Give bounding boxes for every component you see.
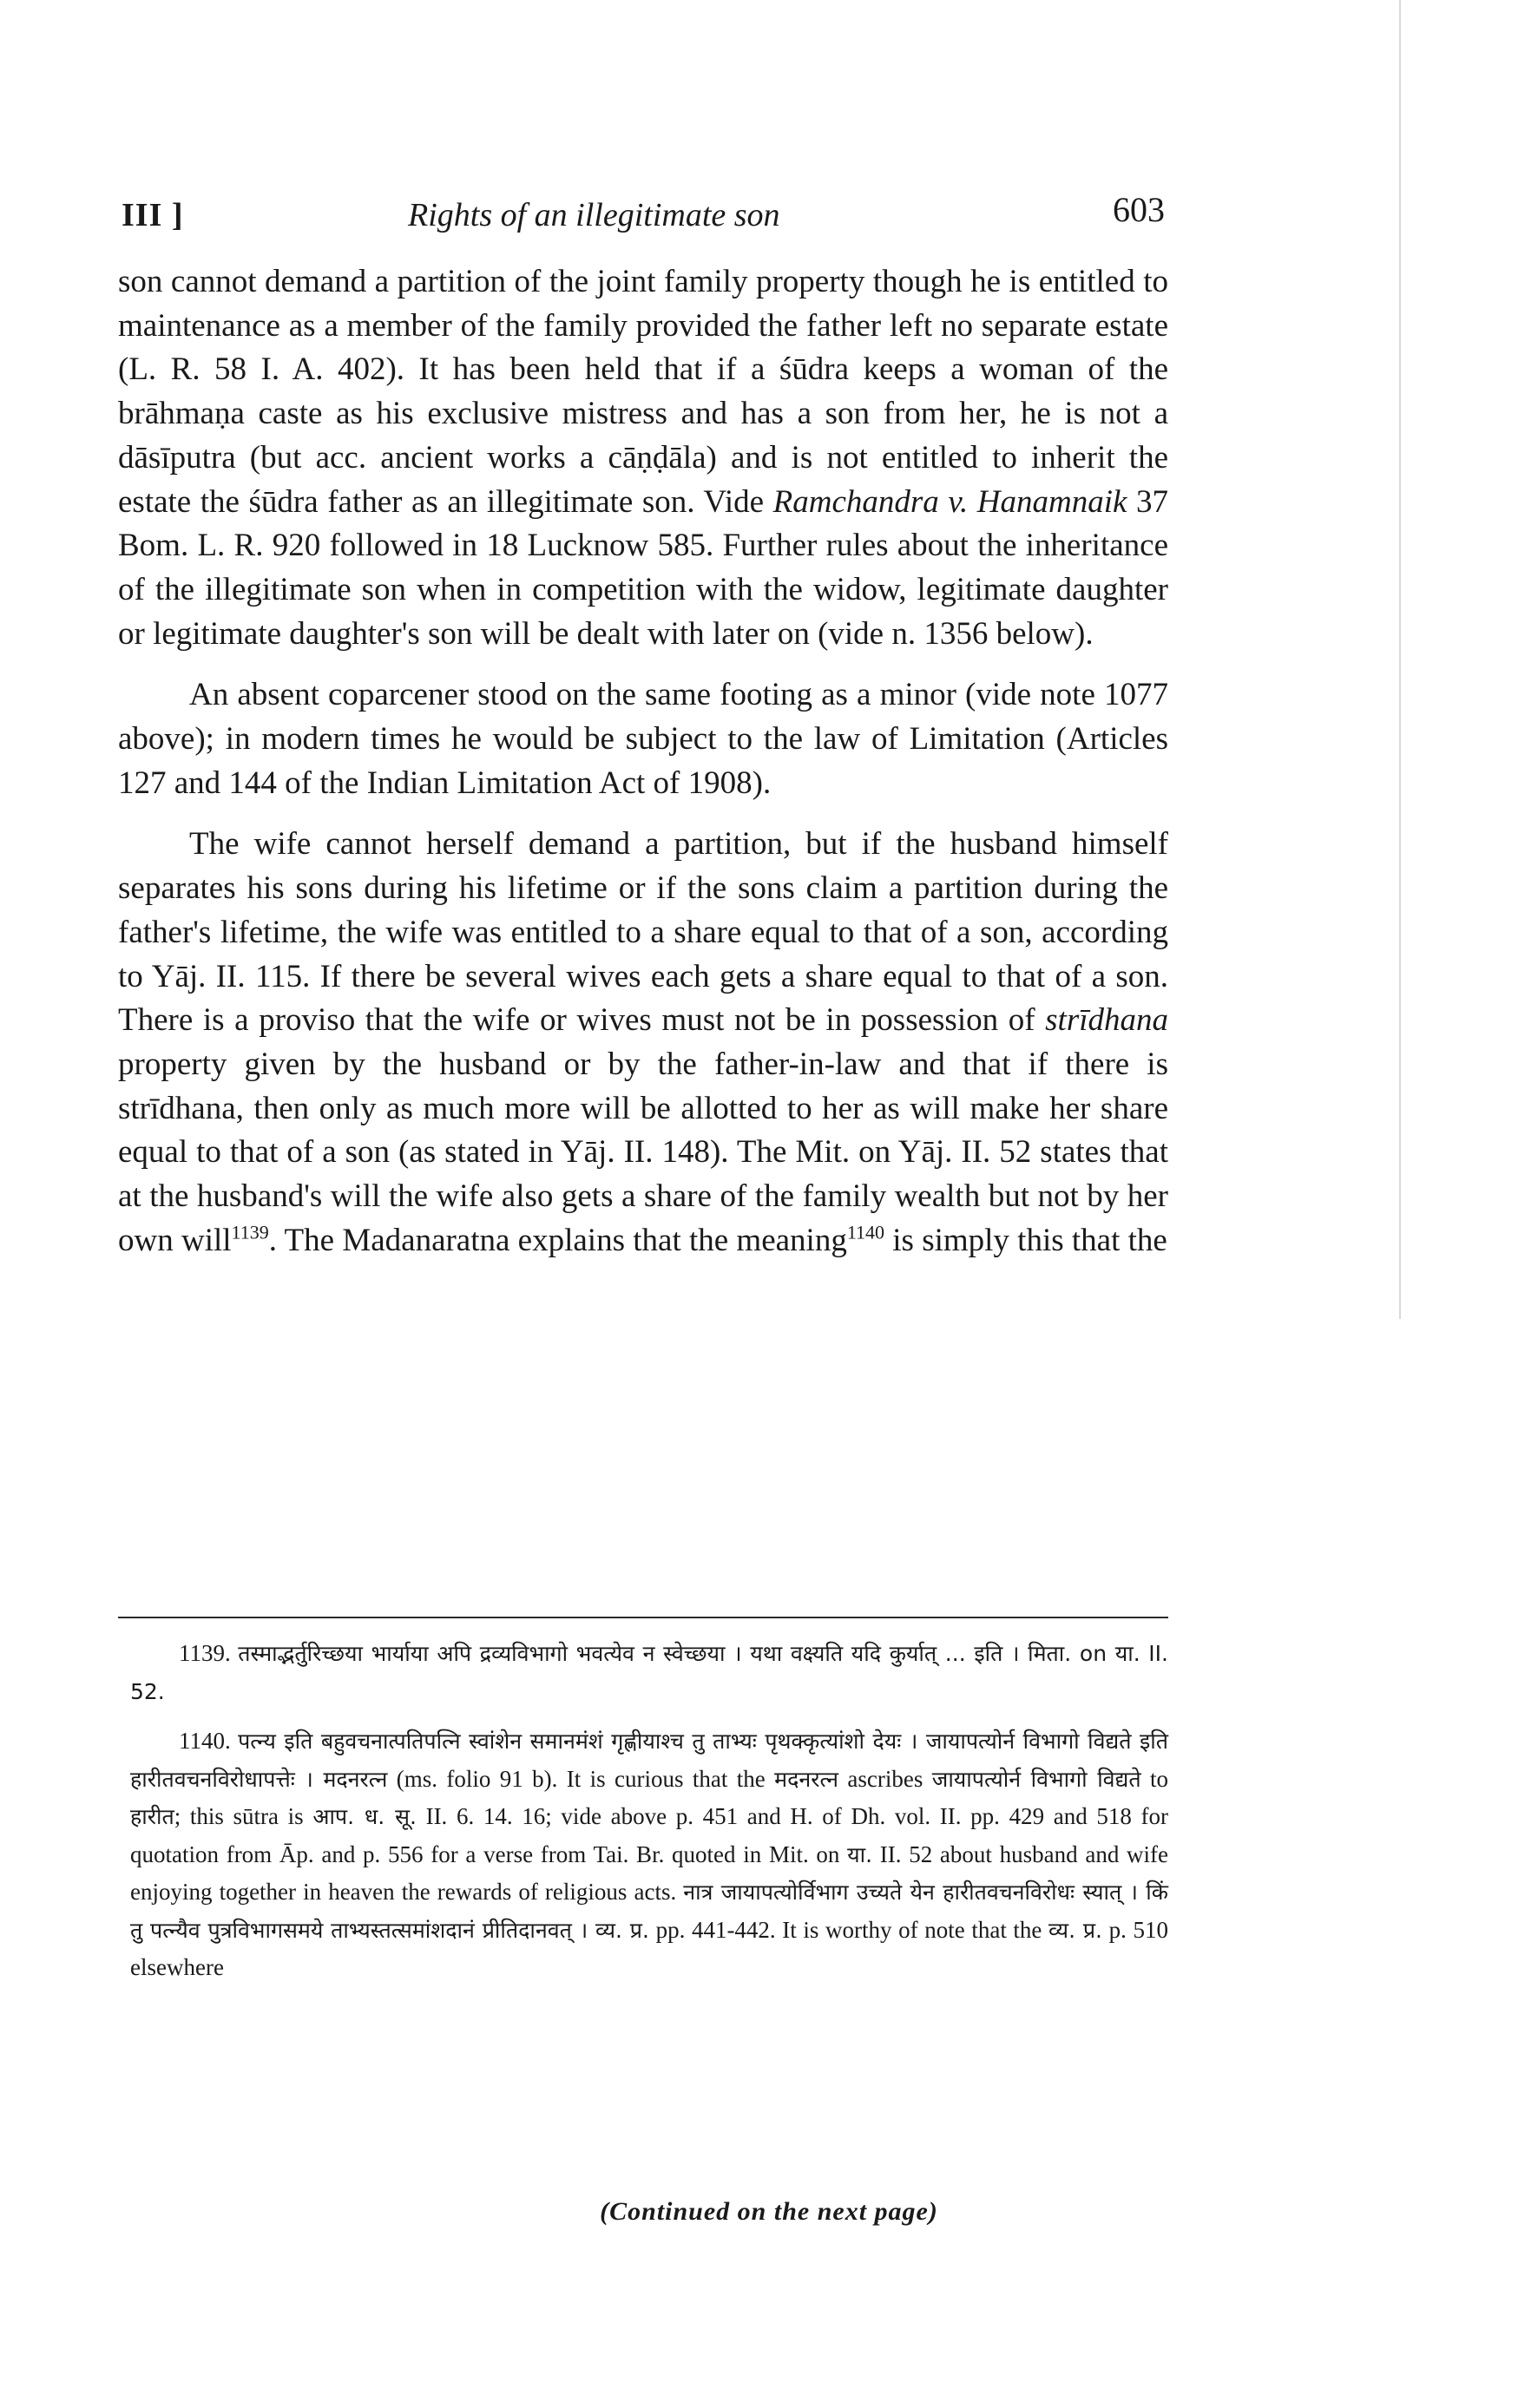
continued-note: (Continued on the next page) — [600, 2197, 938, 2226]
paragraph-3-text: The wife cannot herself demand a partition, but if the husband himself separates his sons during his lifetime or if the sons claim a partition during the father's lifetime, the wife was entitled to a share equal to that of a son, according to Yāj. II. 115. If there be several wives each gets a share equal to that of a son. There is a proviso that the wife or wives must not be in possession of — [118, 826, 1168, 1039]
footnote-ref-1139[interactable]: 1139 — [231, 1221, 269, 1243]
footnote-number: 1140. — [179, 1728, 231, 1754]
fn-text: p. 510 elsewhere — [130, 1916, 1168, 1980]
fn-sanskrit: हारीत — [130, 1804, 174, 1829]
fn-text: ascribes — [838, 1765, 932, 1792]
case-name: Ramchandra v. Hanamnaik — [772, 483, 1127, 520]
paragraph-1-text: son cannot demand a partition of the joint family property though he is entitled to maintenance as a member of the family provided the father left no separate estate (L. R. 58 I. A. 402). It has been held that if a śūdra keeps a woman of the brāhmaṇa caste as his exclusive mistress and has a son from her, he is not a dāsīputra (but acc. ancient works a cāṇḍāla) and is not entitled to inherit the estate the śūdra father as an illegitimate son. Vide — [118, 264, 1168, 520]
footnote-number: 1139. — [179, 1640, 231, 1666]
page-number: 603 — [1113, 190, 1165, 229]
page-header — [122, 189, 1180, 241]
paragraph-1-tail: 37 Bom. L. R. 920 followed in 18 Lucknow 585. Further rules about the inheritance of the illegitimate son when in competition with the widow, legitimate daughter or legitimate daughter's son will be dealt with later on (vide n. 1356 below). — [118, 483, 1168, 652]
fn-text: II. 6. 14. 16; vide above p. 451 and H. of Dh. vol. II. pp. 429 and 518 for quotation from Āp. and p. 556 for a verse from Tai. Br. quoted in Mit. on — [130, 1803, 1168, 1867]
footnote-1140 — [130, 1722, 1168, 1986]
footnote-1139-text: तस्माद्भर्तुरिच्छया भार्याया अपि द्रव्यविभागो भवत्येव न स्वेच्छया । यथा वक्ष्यति यदि कुर्यात् ... इति । मिता. on या. II. 52. — [130, 1641, 1168, 1704]
paragraph-1 — [118, 260, 1168, 656]
fn-sanskrit: मदनरत्न — [774, 1766, 839, 1792]
stridhana-term: strīdhana — [1045, 1002, 1168, 1039]
fn-sanskrit: जायापत्योर्न विभागो विद्यते — [931, 1766, 1141, 1792]
fn-sanskrit: व्य. प्र. — [1048, 1917, 1103, 1943]
fn-sanskrit: पत्न्य इति बहुवचनात्पतिपत्नि स्वांशेन समानमंशं गृह्णीयाश्च तु ताभ्यः पृथक्कृत्यांशो देयः । जायापत्योर्न विभागो विद्यते इति हारीतवचनविरोधापत्तेः । मदनरत्न — [130, 1729, 1168, 1792]
fn-text: pp. 441-442. It is worthy of note that the — [648, 1916, 1049, 1943]
scan-edge-line — [1399, 0, 1401, 1319]
fn-sanskrit: नात्र जायापत्योर्विभाग उच्यते येन हारीतवचनविरोधः स्यात् । किं तु पत्न्यैव पुत्रविभागसमये ताभ्यस्तत्समांशदानं प्रीतिदानवत् । व्य. प्र. — [130, 1880, 1168, 1943]
running-title: Rights of an illegitimate son — [408, 197, 780, 233]
fn-text: to — [1140, 1765, 1168, 1792]
footnote-ref-1140[interactable]: 1140 — [846, 1221, 885, 1243]
footnotes — [130, 1635, 1168, 1998]
fn-text: (ms. folio 91 b). It is curious that the — [387, 1765, 775, 1792]
paragraph-3-text-d: is simply this that the — [884, 1222, 1167, 1258]
paragraph-3-text-b: property given by the husband or by the father-in-law and that if there is strīdhana, then only as much more will be allotted to her as will make her share equal to that of a son (as stated in Yāj. II. 148). The Mit. on Yāj. II. 52 states that at the husband's will the wife also gets a share of the family wealth but not by her own will — [118, 1046, 1168, 1258]
fn-sanskrit: या. — [847, 1841, 873, 1867]
fn-text: ; this sūtra is — [174, 1803, 313, 1829]
paragraph-2: An absent coparcener stood on the same footing as a minor (vide note 1077 above); in modern times he would be subject to the law of Limitation (Articles 127 and 144 of the Indian Limitation Act of 1908). — [118, 677, 1168, 801]
fn-sanskrit: आप. ध. सू. — [312, 1804, 417, 1829]
paragraph-3 — [118, 823, 1168, 1263]
footnote-1139 — [130, 1635, 1168, 1710]
main-text — [118, 260, 1168, 1263]
footnote-divider — [118, 1617, 1168, 1618]
chapter-marker: III ] — [122, 197, 184, 233]
fn-text: II. 52 about husband and wife enjoying together in heaven the rewards of religious acts. — [130, 1840, 1169, 1905]
paragraph-3-text-c: . The Madanaratna explains that the meaning — [268, 1222, 847, 1258]
